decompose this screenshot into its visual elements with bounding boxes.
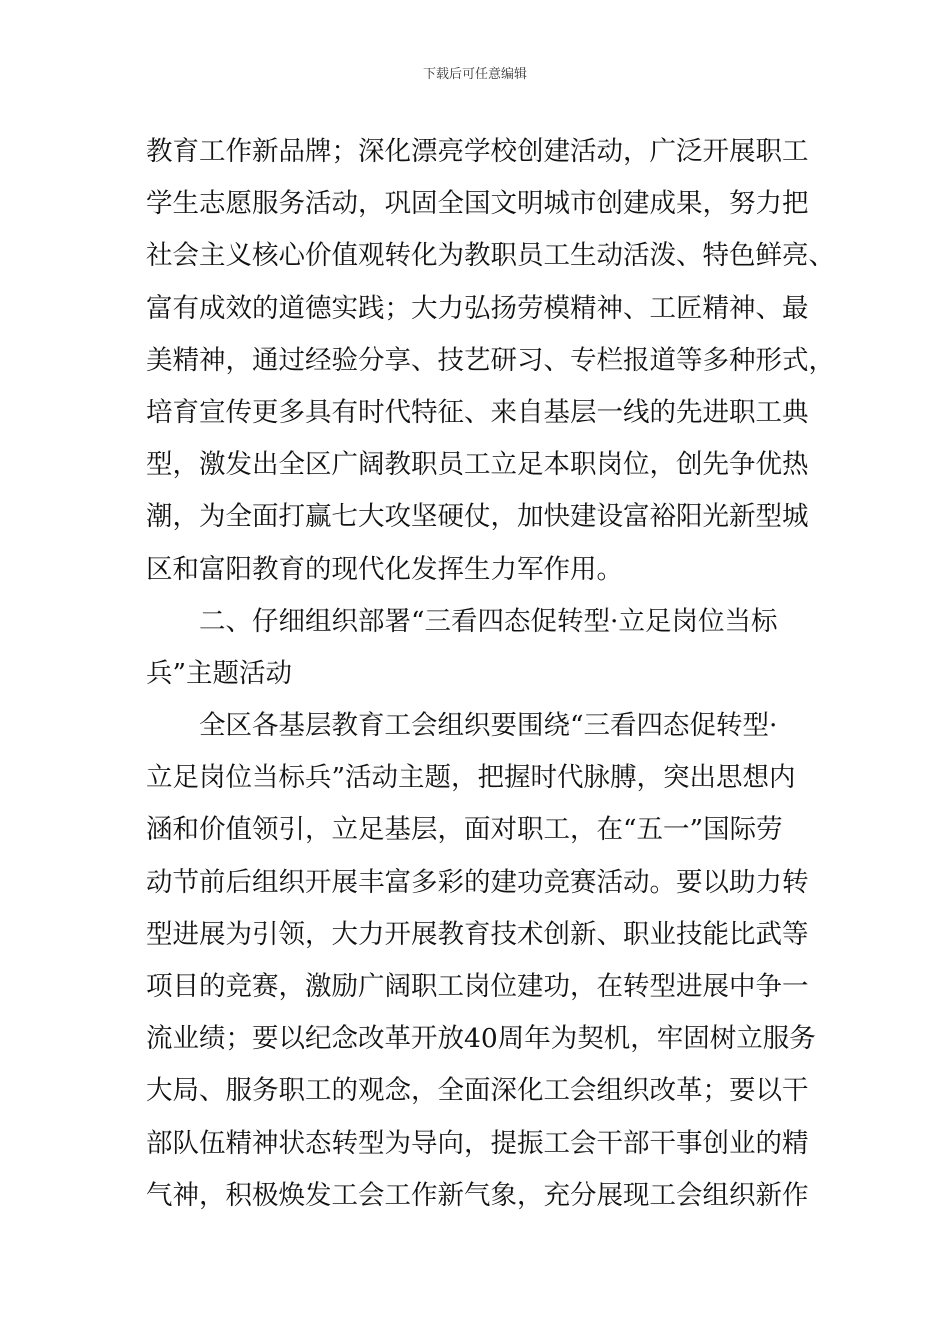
text-line: 区和富阳教育的现代化发挥生力军作用。 <box>146 553 623 585</box>
text-line: 涵和价值领引，立足基层，面对职工，在“五一”国际劳 <box>146 814 783 846</box>
text-line: 社会主义核心价值观转化为教职员工生动活泼、特色鲜亮、 <box>146 240 835 272</box>
text-line: 潮，为全面打赢七大攻坚硬仗，加快建设富裕阳光新型城 <box>146 501 809 533</box>
text-line: 美精神，通过经验分享、技艺研习、专栏报道等多种形式， <box>146 344 835 376</box>
text-line: 部队伍精神状态转型为导向，提振工会干部干事创业的精 <box>146 1127 809 1159</box>
text-line: 气神，积极焕发工会工作新气象，充分展现工会组织新作 <box>146 1179 809 1211</box>
text-line: 型，激发出全区广阔教职员工立足本职岗位，创先争优热 <box>146 449 809 481</box>
text-line: 动节前后组织开展丰富多彩的建功竞赛活动。要以助力转 <box>146 866 809 898</box>
text-line: 大局、服务职工的观念，全面深化工会组织改革；要以干 <box>146 1075 809 1107</box>
text-line: 培育宣传更多具有时代特征、来自基层一线的先进职工典 <box>146 396 809 428</box>
text-line: 学生志愿服务活动，巩固全国文明城市创建成果，努力把 <box>146 188 809 220</box>
section-heading-line: 二、仔细组织部署“三看四态促转型·立足岗位当标 <box>199 605 778 637</box>
text-line: 富有成效的道德实践；大力弘扬劳模精神、工匠精神、最 <box>146 292 809 324</box>
text-line: 项目的竞赛，激励广阔职工岗位建功，在转型进展中争一 <box>146 971 809 1002</box>
text-line: 全区各基层教育工会组织要围绕“三看四态促转型· <box>199 710 778 742</box>
text-line: 立足岗位当标兵”活动主题，把握时代脉膊，突出思想内 <box>146 762 796 794</box>
page-header: 下载后可任意编辑 <box>422 67 527 82</box>
text-line: 教育工作新品牌；深化漂亮学校创建活动，广泛开展职工 <box>146 136 809 167</box>
document-body <box>146 126 835 1222</box>
text-line: 流业绩；要以纪念改革开放40周年为契机，牢固树立服务 <box>146 1023 816 1055</box>
section-heading-line: 兵”主题活动 <box>146 657 293 689</box>
text-line: 型进展为引领，大力开展教育技术创新、职业技能比武等 <box>146 918 809 950</box>
